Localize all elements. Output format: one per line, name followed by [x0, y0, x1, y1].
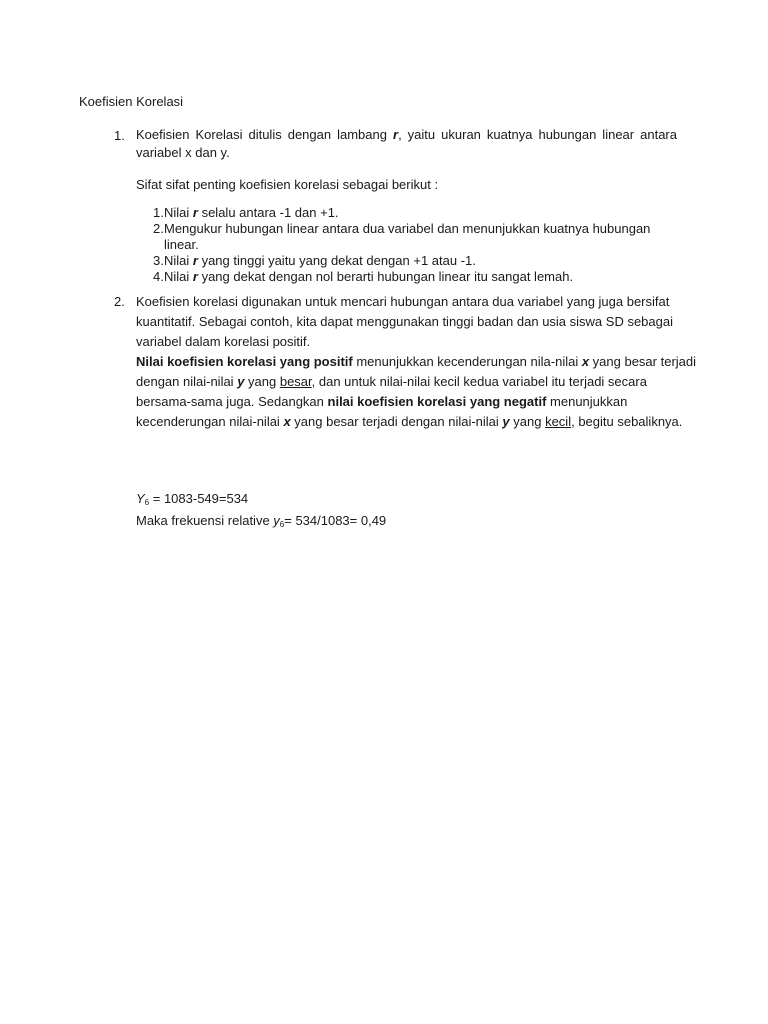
- list-number-2: 2.: [114, 294, 125, 309]
- property-item-4: 4. Nilai r yang dekat dengan nol berarti hubungan linear itu sangat lemah.: [153, 269, 574, 284]
- item2-line6: bersama-sama juga. Sedangkan nilai koefisien korelasi yang negatif menunjukkan: [136, 394, 628, 409]
- list-item-1: [136, 126, 677, 162]
- properties-list: [153, 205, 653, 285]
- item1-line2: variabel x dan y.: [136, 145, 230, 160]
- item1-line1: Koefisien Korelasi ditulis dengan lambang r, yaitu ukuran kuatnya hubungan linear antara: [136, 127, 677, 142]
- properties-heading: Sifat sifat penting koefisien korelasi sebagai berikut :: [136, 177, 439, 192]
- property-item-1: 1. Nilai r selalu antara -1 dan +1.: [153, 205, 339, 220]
- item2-line5: dengan nilai-nilai y yang besar, dan untuk nilai-nilai kecil kedua variabel itu terjadi secara: [136, 374, 647, 389]
- item2-line7: kecenderungan nilai-nilai x yang besar terjadi dengan nilai-nilai y yang kecil, begitu sebaliknya.: [136, 414, 683, 429]
- equation-y6: $Y_6 = 1083-549=534$: [136, 491, 249, 507]
- item2-line4: Nilai koefisien korelasi yang positif menunjukkan kecenderungan nila-nilai x yang besar terjadi: [136, 354, 697, 369]
- property-item-3: 3. Nilai r yang tinggi yaitu yang dekat dengan +1 atau -1.: [153, 253, 476, 268]
- underlined-besar: besar: [279, 374, 312, 389]
- document-title: Koefisien Korelasi: [79, 94, 184, 109]
- underlined-kecil: kecil: [545, 414, 572, 429]
- list-item-2: Koefisien korelasi digunakan untuk mencari hubungan antara dua variabel yang juga bersifat kuantitatif. Sebagai contoh, kita dapat menggunakan tinggi badan dan usia siswa SD sebagai variabel dalam korelasi positif. Nilai koefisien korelasi yang positif menunjukkan kecenderungan nila-nilai x yang besar terjadi dengan nilai-nilai y yang besar, dan untuk nilai-nilai kecil kedua variabel itu terjadi secara bersama-sama juga. Sedangkan nilai koefisien korelasi yang negatif menunjukkan kecenderungan nilai-nilai x yang besar terjadi dengan nilai-nilai y yang kecil, begitu sebaliknya.: [136, 292, 677, 432]
- list-number-1: 1.: [114, 128, 125, 143]
- equation-relative-frequency: Maka frekuensi relative $y_6= 534/1083= 0,49$: [136, 513, 387, 529]
- symbol-r: r: [393, 127, 399, 142]
- property-item-2: 2. Mengukur hubungan linear antara dua variabel dan menunjukkan kuatnya hubungan linear.: [153, 221, 651, 252]
